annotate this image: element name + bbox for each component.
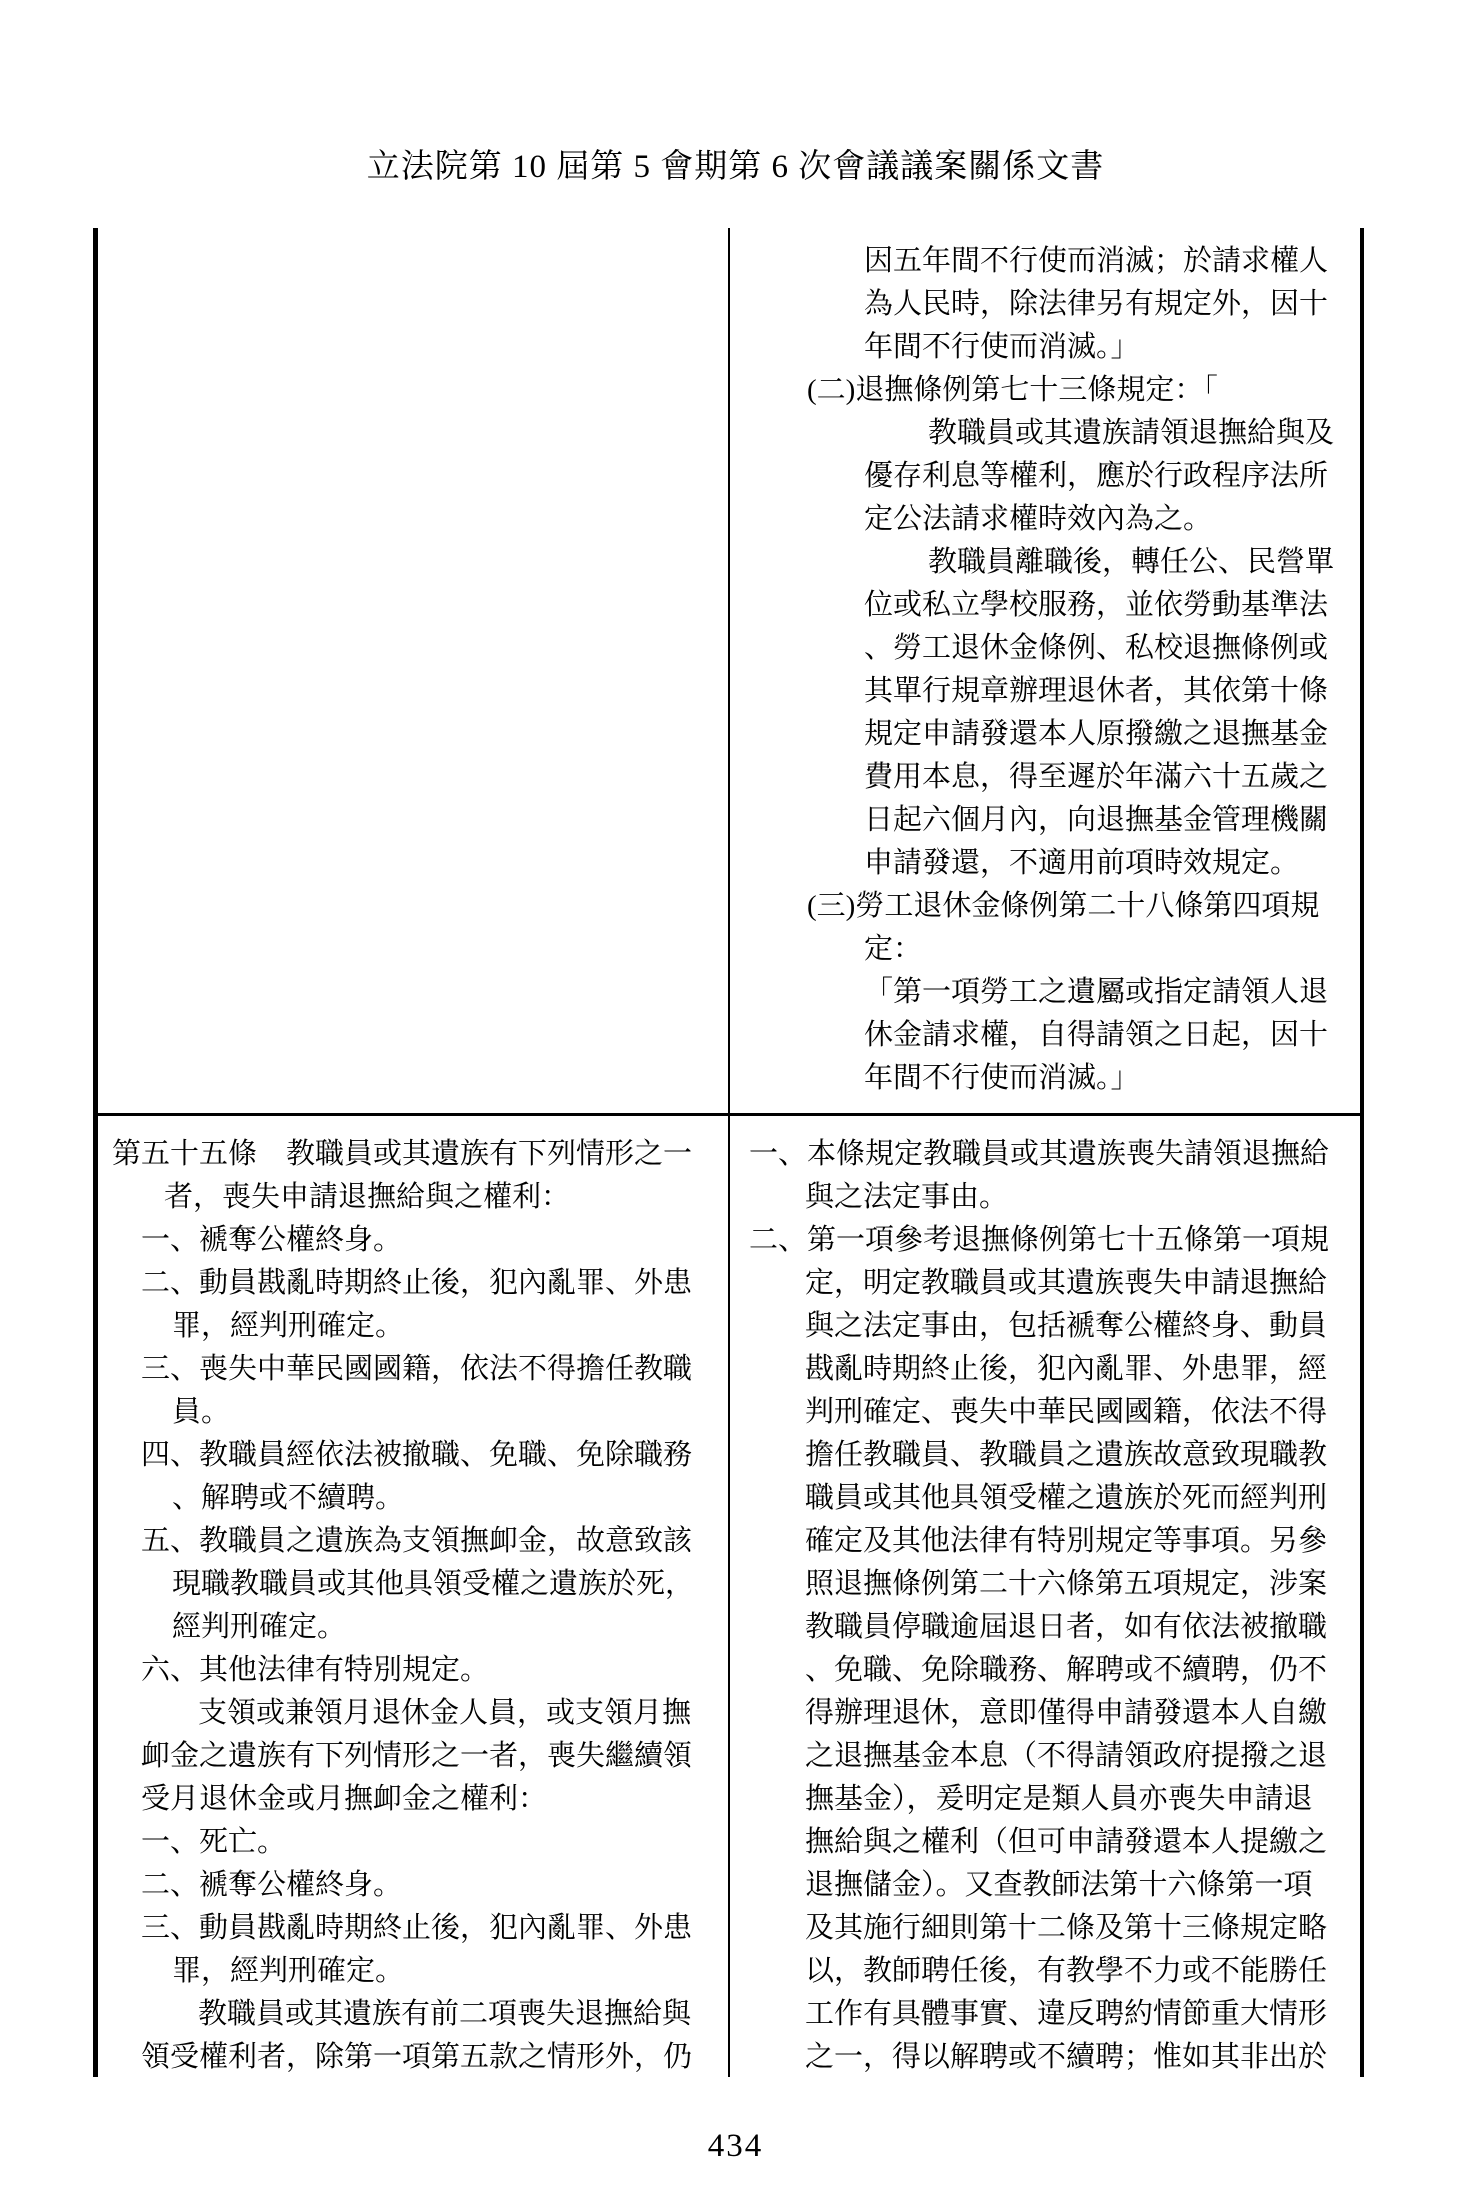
text-line: 教職員或其遺族有前二項喪失退撫給與: [198, 1998, 692, 2030]
text-line: 定：: [864, 933, 923, 965]
text-line: 規定申請發還本人原撥繳之退撫基金: [864, 718, 1329, 750]
text-line: 一、死亡。: [141, 1826, 287, 1858]
text-line: 申請發還，不適用前項時效規定。: [864, 847, 1300, 879]
text-line: 領受權利者，除第一項第五款之情形外，仍: [141, 2041, 693, 2073]
text-line: 教職員或其遺族請領退撫給與及: [928, 417, 1335, 449]
table-row: [98, 1113, 1360, 2077]
text-line: 教職員停職逾屆退日者，如有依法被撤職: [805, 1611, 1328, 1643]
text-line: 六、其他法律有特別規定。: [141, 1654, 490, 1686]
row1-left-cell: [98, 228, 728, 1113]
text-line: 定，明定教職員或其遺族喪失申請退撫給: [805, 1267, 1328, 1299]
text-line: 一、褫奪公權終身。: [141, 1224, 403, 1256]
text-line: 罪，經判刑確定。: [172, 1310, 405, 1342]
text-line: 擔任教職員、教職員之遺族故意致現職教: [805, 1439, 1328, 1471]
text-line: 、解聘或不續聘。: [172, 1482, 405, 1514]
text-line: 、免職、免除職務、解聘或不續聘，仍不: [805, 1654, 1328, 1686]
text-line: 判刑確定、喪失中華民國國籍，依法不得: [805, 1396, 1328, 1428]
text-line: 二、動員戡亂時期終止後，犯內亂罪、外患: [141, 1267, 693, 1299]
text-line: 撫基金），爰明定是類人員亦喪失申請退: [805, 1783, 1313, 1815]
text-line: 退撫儲金）。又查教師法第十六條第一項: [805, 1869, 1313, 1901]
text-line: 定公法請求權時效內為之。: [864, 503, 1213, 535]
text-line: 優存利息等權利，應於行政程序法所: [864, 460, 1329, 492]
text-line: 三、動員戡亂時期終止後，犯內亂罪、外患: [141, 1912, 693, 1944]
page-number: 434: [707, 2128, 764, 2164]
comparison-table: [93, 228, 1364, 2077]
text-line: 「第一項勞工之遺屬或指定請領人退: [864, 976, 1329, 1008]
text-line: 年間不行使而消滅。」: [864, 331, 1140, 363]
text-line: 者，喪失申請退撫給與之權利：: [164, 1181, 571, 1213]
text-line: 、勞工退休金條例、私校退撫條例或: [864, 632, 1329, 664]
text-line: 確定及其他法律有特別規定等事項。另參: [805, 1525, 1328, 1557]
text-line: 與之法定事由，包括褫奪公權終身、動員: [805, 1310, 1328, 1342]
text-line: 二、第一項參考退撫條例第七十五條第一項規: [749, 1224, 1330, 1256]
text-line: 員。: [172, 1396, 231, 1428]
text-line: 經判刑確定。: [172, 1611, 347, 1643]
text-line: 之一，得以解聘或不續聘；惟如其非出於: [805, 2041, 1328, 2073]
text-line: 現職教職員或其他具領受權之遺族於死，: [172, 1568, 695, 1600]
text-line: 照退撫條例第二十六條第五項規定，涉案: [805, 1568, 1328, 1600]
row2-right-cell: [728, 1116, 1360, 2077]
table-row: [98, 228, 1360, 1113]
text-line: 四、教職員經依法被撤職、免職、免除職務: [141, 1439, 693, 1471]
text-line: 二、褫奪公權終身。: [141, 1869, 403, 1901]
text-line: (三)勞工退休金條例第二十八條第四項規: [807, 890, 1320, 922]
row1-right-cell: [728, 228, 1360, 1113]
text-line: 撫給與之權利（但可申請發還本人提繳之: [805, 1826, 1328, 1858]
text-line: 支領或兼領月退休金人員，或支領月撫: [198, 1697, 692, 1729]
text-line: 第五十五條 教職員或其遺族有下列情形之一: [112, 1138, 693, 1170]
text-line: 教職員離職後，轉任公、民營單: [928, 546, 1335, 578]
text-line: 受月退休金或月撫卹金之權利：: [141, 1783, 548, 1815]
text-line: 戡亂時期終止後，犯內亂罪、外患罪，經: [805, 1353, 1328, 1385]
text-line: 因五年間不行使而消滅；於請求權人: [864, 245, 1329, 277]
row2-left-cell: [98, 1116, 728, 2077]
text-line: 工作有具體事實、違反聘約情節重大情形: [805, 1998, 1328, 2030]
text-line: 得辦理退休，意即僅得申請發還本人自繳: [805, 1697, 1328, 1729]
text-line: 日起六個月內，向退撫基金管理機關: [864, 804, 1329, 836]
document-header: 立法院第 10 屆第 5 會期第 6 次會議議案關係文書: [366, 149, 1105, 185]
text-line: 與之法定事由。: [805, 1181, 1009, 1213]
text-line: (二)退撫條例第七十三條規定：「: [807, 374, 1218, 406]
text-line: 為人民時，除法律另有規定外，因十: [864, 288, 1329, 320]
text-line: 位或私立學校服務，並依勞動基準法: [864, 589, 1329, 621]
text-line: 之退撫基金本息（不得請領政府提撥之退: [805, 1740, 1328, 1772]
text-line: 職員或其他具領受權之遺族於死而經判刑: [805, 1482, 1328, 1514]
text-line: 及其施行細則第十二條及第十三條規定略: [805, 1912, 1328, 1944]
text-line: 罪，經判刑確定。: [172, 1955, 405, 1987]
text-line: 以，教師聘任後，有教學不力或不能勝任: [805, 1955, 1328, 1987]
text-line: 費用本息，得至遲於年滿六十五歲之: [864, 761, 1329, 793]
text-line: 其單行規章辦理退休者，其依第十條: [864, 675, 1329, 707]
text-line: 五、教職員之遺族為支領撫卹金，故意致該: [141, 1525, 693, 1557]
text-line: 卹金之遺族有下列情形之一者，喪失繼續領: [141, 1740, 693, 1772]
text-line: 三、喪失中華民國國籍，依法不得擔任教職: [141, 1353, 693, 1385]
text-line: 年間不行使而消滅。」: [864, 1062, 1140, 1094]
text-line: 休金請求權，自得請領之日起，因十: [864, 1019, 1329, 1051]
text-line: 一、本條規定教職員或其遺族喪失請領退撫給: [749, 1138, 1330, 1170]
